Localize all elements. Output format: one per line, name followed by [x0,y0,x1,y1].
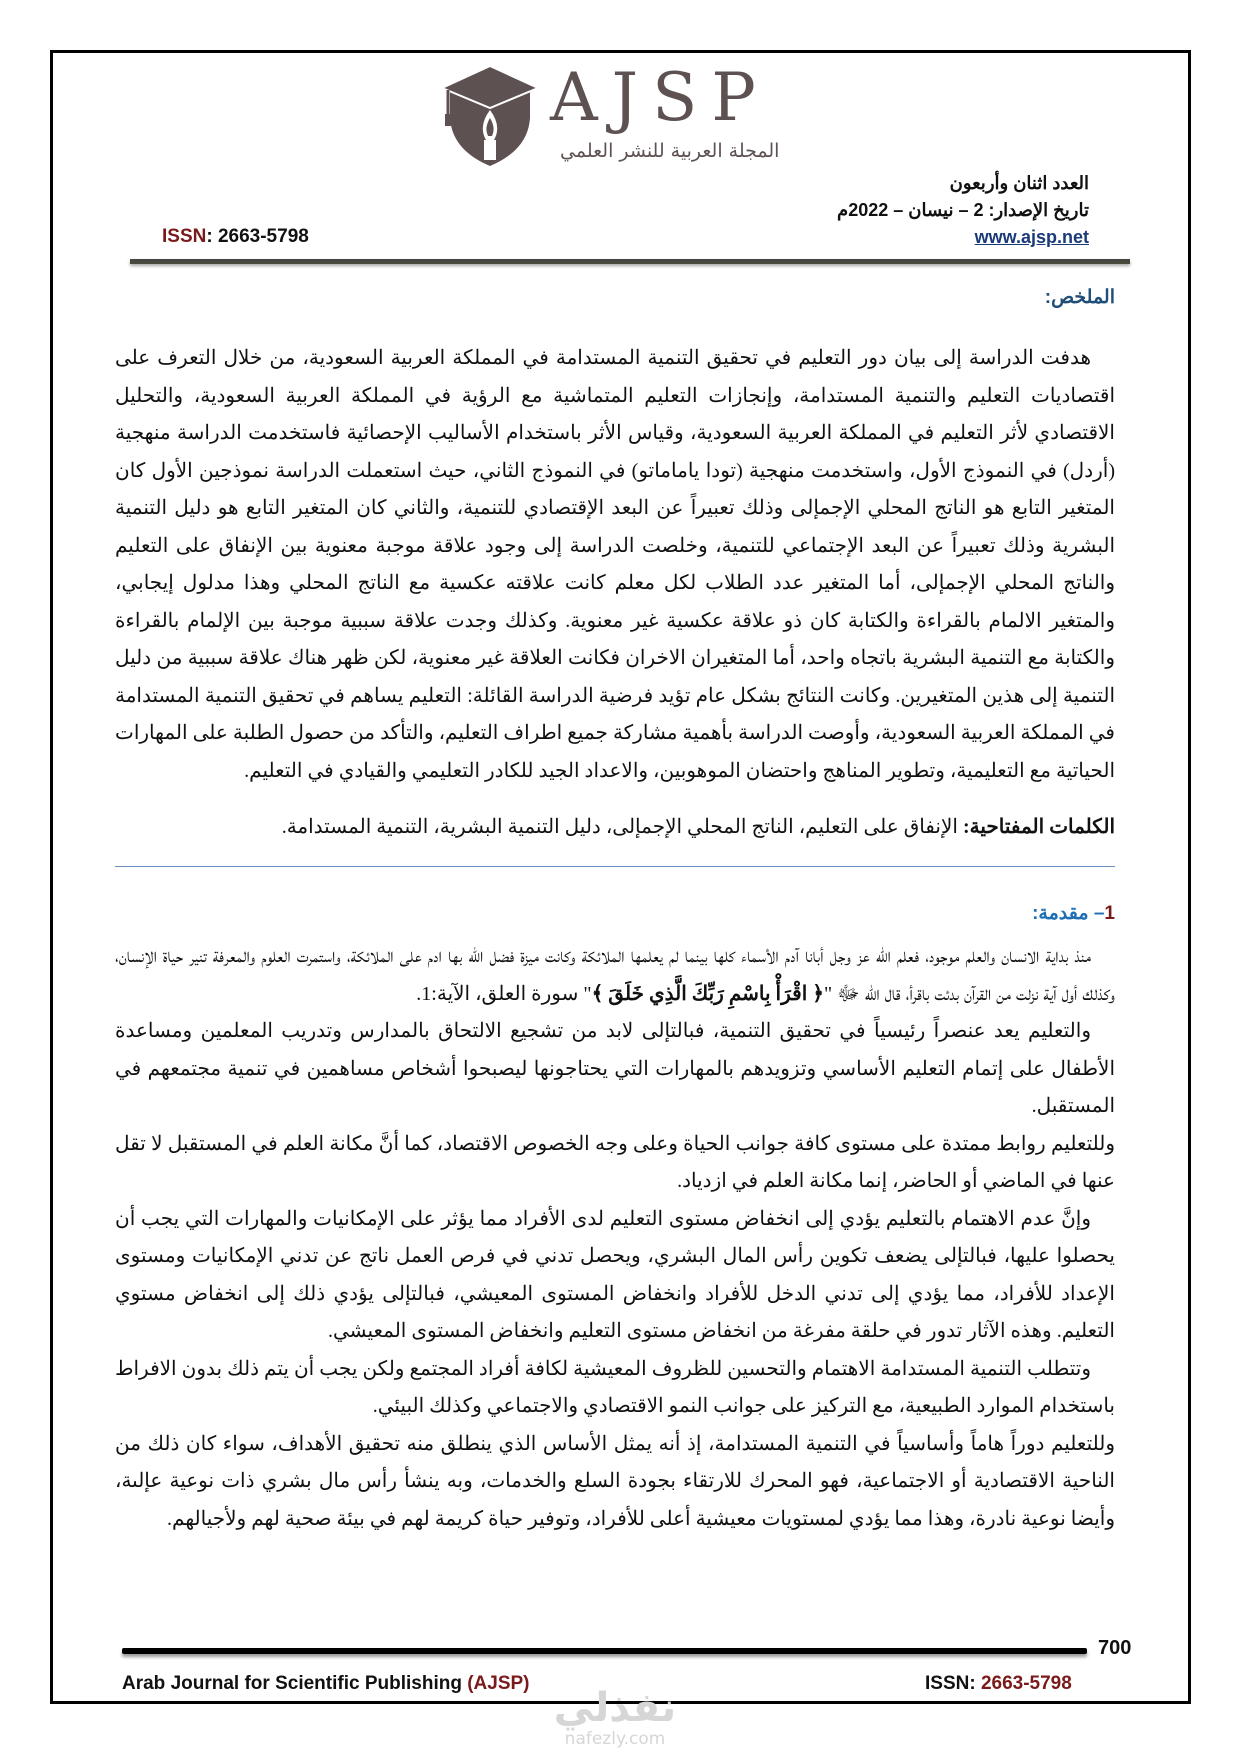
watermark-latin: nafezly.com [564,1729,666,1749]
release-date: تاريخ الإصدار: 2 – نيسان – 2022م [837,200,1089,220]
issn-header [162,226,309,248]
watermark-arabic: نفذلي [553,1685,677,1731]
intro-paragraph-4: وإنَّ عدم الاهتمام بالتعليم يؤدي إلى انخفاض مستوى التعليم لدى الأفراد مما يؤثر على الإمكانيات والمهارات التي يجب أن يحصلوا عليها، فبالتإلى يضعف تكوين رأس المال البشري، ويحصل تدني في فرص العمل ناتج عن تدني الإمكانيات ومستوى الإعداد للأفراد، مما يؤدي إلى تدني الدخل للأفراد وانخفاض المستوى المعيشي، فبالتإلى يؤدي ذلك إلى انخفاض مستوي التعليم. وهذه الآثار تدور في حلقة مفرغة من انخفاض مستوى التعليم وانخفاض المستوى المعيشي. [115,1207,1115,1342]
issn-value: : 2663-5798 [206,226,309,247]
logo-arabic-subtitle: المجلة العربية للنشر العلمي [560,140,780,162]
page-number: 700 [1098,1637,1132,1659]
footer-divider [122,1648,1087,1654]
keywords-label: الكلمات المفتاحية: [962,816,1115,838]
intro-paragraph-1: منذ بداية الانسان والعلم موجود، فعلم الله عز وجل أبانا آدم الأسماء كلها بينما لم يعلمها الملائكة وكانت ميزة فضل الله بها ادم على الملائكة، واستمرت العلوم والمعرفة تنير حياة الإنسان، وكذلك أول آية نزلت من القرآن بدئت باقرأ، قال الله ﷻ "﴿ اقْرَأْ بِاسْمِ رَبِّكَ الَّذِي خَلَقَ ﴾" سورة العلق، الآية:1. [115,945,1115,1005]
abstract-body: هدفت الدراسة إلى بيان دور التعليم في تحقيق التنمية المستدامة في المملكة العربية السعودية، من خلال التعرف على اقتصاديات التعليم والتنمية المستدامة، وإنجازات التعليم المتماشية مع الرؤية في المملكة العربية السعودية، والتحليل الاقتصادي لأثر التعليم في المملكة العربية السعودية، وقياس الأثر باستخدام الأساليب الإحصائية فاستخدمت الدراسة منهجية (أردل) في النموذج الأول، واستخدمت منهجية (تودا ياماماتو) في النموذج الثاني، حيث استعملت الدراسة نموذجين الأول كان المتغير التابع هو الناتج المحلي الإجمإلى وذلك تعبيراً عن البعد الإقتصادي للتنمية، والثاني كان المتغير التابع هو دليل التنمية البشرية وذلك تعبيراً عن البعد الإجتماعي للتنمية، وخلصت الدراسة إلى وجود علاقة موجبة معنوية بين الإنفاق على التعليم والناتج المحلي الإجمإلى، أما المتغير عدد الطلاب لكل معلم كانت علاقته عكسية مع الناتج المحلي وهذا مدلول إيجابي، والمتغير الالمام بالقراءة والكتابة كان ذو علاقة عكسية غير معنوية. وكذلك وجدت علاقة سببية موجبة بين الإلمام بالقراءة والكتابة مع التنمية البشرية باتجاه واحد، أما المتغيران الاخران فكانت العلاقة غير معنوية، لكن ظهر هناك علاقة سببية من دليل التنمية إلى هذين المتغيرين. وكانت النتائج بشكل عام تؤيد فرضية الدراسة القائلة: التعليم يساهم في تحقيق التنمية المستدامة في المملكة العربية السعودية، وأوصت الدراسة بأهمية مشاركة جميع اطراف التعليم، والتأكد من حصول الطلبة على المهارات الحياتية مع التعليمية، وتطوير المناهج واحتضان الموهوبين، والاعداد الجيد للكادر التعليمي والقيادي في التعليم. [115,347,1115,782]
intro-paragraph-6: وللتعليم دوراً هاماً وأساسياً في التنمية المستدامة، إذ أنه يمثل الأساس الذي ينطلق منه تحقيق الأهداف، سواء كان ذلك من الناحية الاقتصادية أو الاجتماعية، فهو المحرك للارتقاء بجودة السلع والخدمات، وبه ينشأ رأس مال بشري ذات نوعية عإلىة، وأيضا نوعية نادرة، وهذا مما يؤدي لمستويات معيشية أعلى للأفراد، وتوفير حياة كريمة لهم في بيئة صحية لهم ولأجيالهم. [115,1432,1115,1530]
journal-logo [440,58,780,168]
graduation-cap-torch-shield-icon [440,58,540,168]
watermark [540,1685,690,1750]
quran-verse: ﴿ اقْرَأْ بِاسْمِ رَبِّكَ الَّذِي خَلَقَ ﴾ [591,982,824,1005]
abstract-heading: الملخص: [1044,287,1115,308]
section-number: 1 [1104,903,1115,924]
journal-website-link[interactable]: www.ajsp.net [974,227,1089,247]
keywords-list: الإنفاق على التعليم، الناتج المحلي الإجمإلى، دليل التنمية البشرية، التنمية المستدامة. [281,816,963,838]
footer-journal-name: Arab Journal for Scientific Publishing (AJSP) [122,1673,530,1694]
keywords-line [115,812,1115,842]
introduction-title: – مقدمة: [1032,903,1105,924]
section-divider [115,866,1115,867]
issue-meta [837,170,1089,251]
issue-number: العدد اثنان وأربعون [949,173,1089,193]
footer-journal-abbr: (AJSP) [467,1673,530,1694]
introduction-body [115,938,1115,1538]
issn-label: ISSN [162,226,207,247]
introduction-heading [115,902,1115,925]
abstract-body-wrap [115,340,1115,790]
header-divider [130,259,1130,264]
abstract-section [115,286,1115,309]
intro-paragraph-5: وتتطلب التنمية المستدامة الاهتمام والتحسين للظروف المعيشية لكافة أفراد المجتمع ولكن يجب أن يتم ذلك بدون الافراط باستخدام الموارد الطبيعية، مع التركيز على جوانب النمو الاقتصادي والاجتماعي وكذلك البيئي. [115,1357,1115,1417]
intro-paragraph-2: والتعليم يعد عنصراً رئيسياً في تحقيق التنمية، فبالتإلى لابد من تشجيع الالتحاق بالمدارس وتدريب المعلمين ومساعدة الأطفال على إتمام التعليم الأساسي وتزويدهم بالمهارات التي يحتاجونها ليصبحوا أشخاص مساهمين في تنمية مجتمعهم في المستقبل. [115,1020,1115,1117]
footer-issn: ISSN: 2663-5798 [925,1673,1072,1694]
intro-paragraph-3: وللتعليم روابط ممتدة على مستوى كافة جوانب الحياة وعلى وجه الخصوص الاقتصاد، كما أنَّ مكانة العلم في المستقبل لا تقل عنها في الماضي أو الحاضر، إنما مكانة العلم في ازدياد. [115,1132,1115,1192]
logo-brand-text: AJSP [550,59,770,136]
